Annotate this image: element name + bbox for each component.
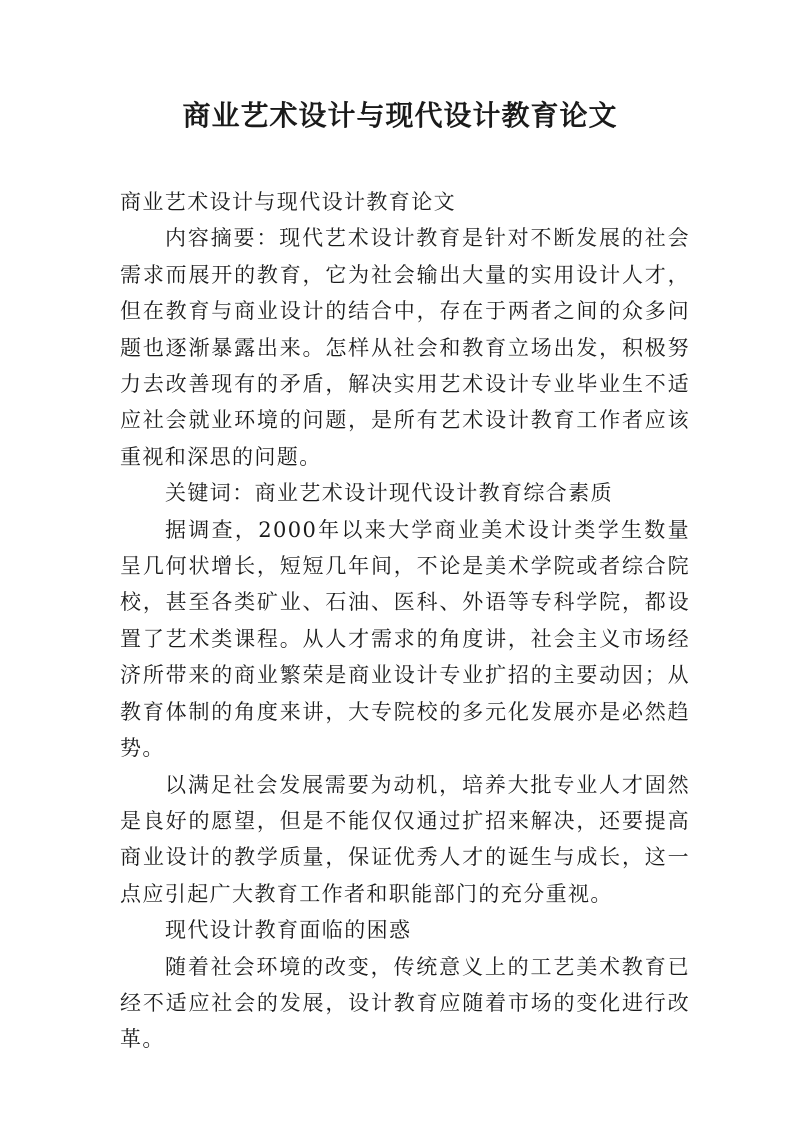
survey-paragraph: 据调查，2000年以来大学商业美术设计类学生数量呈几何状增长，短短几年间，不论是美术学院或者综合院校，甚至各类矿业、石油、医科、外语等专科学院，都设置了艺术类课程。从人才需求的角度讲，社会主义市场经济所带来的商业繁荣是商业设计专业扩招的主要动因；从教育体制的角度来讲，大专院校的多元化发展亦是必然趋势。	[120, 517, 690, 761]
section-heading: 现代设计教育面临的困惑	[165, 918, 412, 943]
body-paragraph: 随着社会环境的改变，传统意义上的工艺美术教育已经不适应社会的发展，设计教育应随着市场的变化进行改革。	[120, 954, 690, 1052]
keywords-paragraph: 关键词：商业艺术设计现代设计教育综合素质	[165, 481, 613, 506]
abstract-paragraph: 内容摘要：现代艺术设计教育是针对不断发展的社会需求而展开的教育，它为社会输出大量的实用设计人才，但在教育与商业设计的结合中，存在于两者之间的众多问题也逐渐暴露出来。怎样从社会和教育立场出发，积极努力去改善现有的矛盾，解决实用艺术设计专业毕业生不适应社会就业环境的问题，是所有艺术设计教育工作者应该重视和深思的问题。	[120, 226, 690, 469]
document-title: 商业艺术设计与现代设计教育论文	[182, 99, 618, 132]
document-body	[120, 184, 690, 1058]
article-heading: 商业艺术设计与现代设计教育论文	[120, 190, 456, 214]
motivation-paragraph: 以满足社会发展需要为动机，培养大批专业人才固然是良好的愿望，但是不能仅仅通过扩招来解决，还要提高商业设计的教学质量，保证优秀人才的诞生与成长，这一点应引起广大教育工作者和职能部门的充分重视。	[120, 772, 690, 906]
